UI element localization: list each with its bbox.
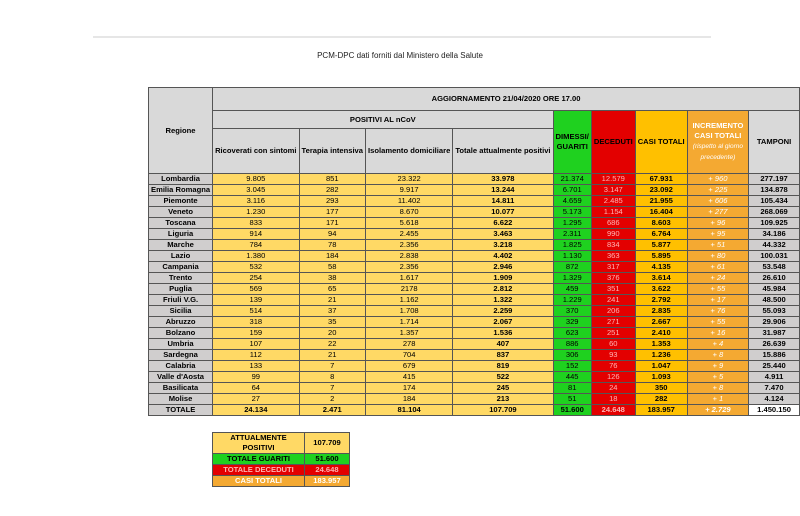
cell-casi: 2.792 [635, 295, 687, 306]
cell-ricoverati: 99 [213, 372, 299, 383]
cell-isolamento: 23.322 [366, 174, 453, 185]
cell-dimessi: 306 [553, 350, 591, 361]
cell-ricoverati: 784 [213, 240, 299, 251]
cell-deceduti: 990 [591, 229, 635, 240]
cell-deceduti: 686 [591, 218, 635, 229]
cell-incremento: + 8 [687, 383, 748, 394]
cell-casi: 183.957 [635, 405, 687, 416]
cell-deceduti: 60 [591, 339, 635, 350]
cell-dimessi: 886 [553, 339, 591, 350]
cell-regione: Abruzzo [149, 317, 213, 328]
cell-tamponi: 45.984 [749, 284, 800, 295]
cell-totale-positivi: 1.536 [453, 328, 553, 339]
cell-totale-positivi: 245 [453, 383, 553, 394]
cell-totale-positivi: 837 [453, 350, 553, 361]
summary-value: 183.957 [305, 476, 350, 487]
table-row [149, 306, 800, 317]
cell-incremento: + 4 [687, 339, 748, 350]
cell-terapia: 7 [299, 361, 365, 372]
cell-ricoverati: 532 [213, 262, 299, 273]
cell-terapia: 94 [299, 229, 365, 240]
top-divider [93, 36, 711, 38]
cell-isolamento: 5.618 [366, 218, 453, 229]
cell-tamponi: 268.069 [749, 207, 800, 218]
cell-totale-positivi: 4.402 [453, 251, 553, 262]
cell-totale-positivi: 2.259 [453, 306, 553, 317]
cell-tamponi: 44.332 [749, 240, 800, 251]
header-deceduti: DECEDUTI [591, 111, 635, 174]
cell-tamponi: 1.450.150 [749, 405, 800, 416]
table-row [149, 251, 800, 262]
summary-row [213, 433, 350, 454]
cell-isolamento: 278 [366, 339, 453, 350]
cell-ricoverati: 64 [213, 383, 299, 394]
cell-deceduti: 1.154 [591, 207, 635, 218]
cell-terapia: 78 [299, 240, 365, 251]
cell-casi: 16.404 [635, 207, 687, 218]
header-positivi-group: POSITIVI AL nCoV [213, 111, 553, 129]
header-incremento-label: INCREMENTO CASI TOTALI [692, 121, 744, 140]
table-row [149, 284, 800, 295]
cell-dimessi: 445 [553, 372, 591, 383]
cell-isolamento: 2.356 [366, 240, 453, 251]
summary-label: TOTALE GUARITI [213, 454, 305, 465]
cell-casi: 21.955 [635, 196, 687, 207]
cell-incremento: + 8 [687, 350, 748, 361]
cell-dimessi: 152 [553, 361, 591, 372]
cell-ricoverati: 914 [213, 229, 299, 240]
cell-dimessi: 1.825 [553, 240, 591, 251]
cell-terapia: 22 [299, 339, 365, 350]
cell-isolamento: 704 [366, 350, 453, 361]
cell-regione: Campania [149, 262, 213, 273]
cell-incremento: + 9 [687, 361, 748, 372]
cell-terapia: 20 [299, 328, 365, 339]
cell-regione: Puglia [149, 284, 213, 295]
cell-incremento: + 96 [687, 218, 748, 229]
cell-deceduti: 363 [591, 251, 635, 262]
cell-totale-positivi: 13.244 [453, 185, 553, 196]
cell-ricoverati: 514 [213, 306, 299, 317]
cell-tamponi: 25.440 [749, 361, 800, 372]
header-totale-positivi: Totale attualmente positivi [453, 129, 553, 174]
cell-deceduti: 24 [591, 383, 635, 394]
table-row [149, 295, 800, 306]
cell-terapia: 293 [299, 196, 365, 207]
cell-dimessi: 51 [553, 394, 591, 405]
cell-dimessi: 4.659 [553, 196, 591, 207]
cell-casi: 1.236 [635, 350, 687, 361]
cell-ricoverati: 3.045 [213, 185, 299, 196]
cell-dimessi: 51.600 [553, 405, 591, 416]
header-isolamento: Isolamento domiciliare [366, 129, 453, 174]
cell-dimessi: 623 [553, 328, 591, 339]
cell-casi: 67.931 [635, 174, 687, 185]
cell-deceduti: 351 [591, 284, 635, 295]
cell-deceduti: 2.485 [591, 196, 635, 207]
cell-terapia: 177 [299, 207, 365, 218]
summary-value: 24.648 [305, 465, 350, 476]
cell-totale-positivi: 407 [453, 339, 553, 350]
cell-casi: 2.667 [635, 317, 687, 328]
cell-isolamento: 679 [366, 361, 453, 372]
cell-isolamento: 8.670 [366, 207, 453, 218]
cell-regione: Basilicata [149, 383, 213, 394]
cell-incremento: + 5 [687, 372, 748, 383]
cell-totale-positivi: 3.218 [453, 240, 553, 251]
cell-casi: 23.092 [635, 185, 687, 196]
cell-casi: 1.353 [635, 339, 687, 350]
cell-regione: TOTALE [149, 405, 213, 416]
table-row [149, 218, 800, 229]
cell-deceduti: 93 [591, 350, 635, 361]
table-row [149, 174, 800, 185]
cell-incremento: + 2.729 [687, 405, 748, 416]
cell-casi: 282 [635, 394, 687, 405]
cell-tamponi: 105.434 [749, 196, 800, 207]
cell-regione: Lazio [149, 251, 213, 262]
cell-casi: 5.877 [635, 240, 687, 251]
cell-regione: Emilia Romagna [149, 185, 213, 196]
cell-dimessi: 21.374 [553, 174, 591, 185]
cell-isolamento: 2.455 [366, 229, 453, 240]
cell-deceduti: 206 [591, 306, 635, 317]
cell-deceduti: 317 [591, 262, 635, 273]
cell-casi: 1.047 [635, 361, 687, 372]
cell-isolamento: 2178 [366, 284, 453, 295]
table-row [149, 383, 800, 394]
table-row [149, 372, 800, 383]
cell-deceduti: 24.648 [591, 405, 635, 416]
summary-label: TOTALE DECEDUTI [213, 465, 305, 476]
cell-tamponi: 48.500 [749, 295, 800, 306]
cell-terapia: 2 [299, 394, 365, 405]
cell-totale-positivi: 1.322 [453, 295, 553, 306]
cell-isolamento: 415 [366, 372, 453, 383]
summary-value: 107.709 [305, 433, 350, 454]
cell-casi: 5.895 [635, 251, 687, 262]
summary-row [213, 465, 350, 476]
cell-dimessi: 1.130 [553, 251, 591, 262]
cell-incremento: + 61 [687, 262, 748, 273]
cell-terapia: 171 [299, 218, 365, 229]
header-tamponi: TAMPONI [749, 111, 800, 174]
cell-tamponi: 26.639 [749, 339, 800, 350]
table-row [149, 339, 800, 350]
cell-casi: 2.410 [635, 328, 687, 339]
cell-isolamento: 1.617 [366, 273, 453, 284]
cell-incremento: + 225 [687, 185, 748, 196]
cell-tamponi: 100.031 [749, 251, 800, 262]
cell-regione: Molise [149, 394, 213, 405]
table-row [149, 229, 800, 240]
header-casi: CASI TOTALI [635, 111, 687, 174]
cell-regione: Piemonte [149, 196, 213, 207]
cell-deceduti: 376 [591, 273, 635, 284]
summary-label: CASI TOTALI [213, 476, 305, 487]
cell-regione: Lombardia [149, 174, 213, 185]
cell-deceduti: 271 [591, 317, 635, 328]
cell-incremento: + 606 [687, 196, 748, 207]
summary-label: ATTUALMENTE POSITIVI [213, 433, 305, 454]
cell-incremento: + 1 [687, 394, 748, 405]
cell-totale-positivi: 6.622 [453, 218, 553, 229]
summary-table [212, 432, 350, 487]
cell-regione: Calabria [149, 361, 213, 372]
cell-totale-positivi: 14.811 [453, 196, 553, 207]
cell-deceduti: 76 [591, 361, 635, 372]
cell-isolamento: 1.162 [366, 295, 453, 306]
cell-deceduti: 18 [591, 394, 635, 405]
header-incremento-sub: (rispetto al giorno precedente) [692, 143, 744, 161]
cell-terapia: 58 [299, 262, 365, 273]
cell-totale-positivi: 3.463 [453, 229, 553, 240]
cell-incremento: + 24 [687, 273, 748, 284]
table-body [149, 174, 800, 416]
cell-ricoverati: 1.230 [213, 207, 299, 218]
cell-casi: 350 [635, 383, 687, 394]
cell-regione: Umbria [149, 339, 213, 350]
cell-isolamento: 1.714 [366, 317, 453, 328]
cell-ricoverati: 133 [213, 361, 299, 372]
cell-terapia: 8 [299, 372, 365, 383]
cell-isolamento: 2.838 [366, 251, 453, 262]
cell-casi: 3.622 [635, 284, 687, 295]
cell-tamponi: 29.906 [749, 317, 800, 328]
cell-ricoverati: 112 [213, 350, 299, 361]
cell-terapia: 21 [299, 295, 365, 306]
cell-dimessi: 81 [553, 383, 591, 394]
cell-isolamento: 81.104 [366, 405, 453, 416]
header-terapia: Terapia intensiva [299, 129, 365, 174]
table-row [149, 317, 800, 328]
cell-isolamento: 184 [366, 394, 453, 405]
cell-ricoverati: 139 [213, 295, 299, 306]
cell-ricoverati: 318 [213, 317, 299, 328]
cell-terapia: 7 [299, 383, 365, 394]
cell-totale-positivi: 2.812 [453, 284, 553, 295]
cell-isolamento: 1.708 [366, 306, 453, 317]
cell-tamponi: 4.911 [749, 372, 800, 383]
table-row [149, 185, 800, 196]
cell-incremento: + 277 [687, 207, 748, 218]
cell-terapia: 35 [299, 317, 365, 328]
header-ricoverati: Ricoverati con sintomi [213, 129, 299, 174]
cell-ricoverati: 3.116 [213, 196, 299, 207]
cell-regione: Sardegna [149, 350, 213, 361]
cell-casi: 8.603 [635, 218, 687, 229]
cell-deceduti: 126 [591, 372, 635, 383]
table-row [149, 350, 800, 361]
cell-ricoverati: 24.134 [213, 405, 299, 416]
cell-terapia: 851 [299, 174, 365, 185]
cell-deceduti: 3.147 [591, 185, 635, 196]
cell-isolamento: 1.357 [366, 328, 453, 339]
cell-ricoverati: 27 [213, 394, 299, 405]
total-row [149, 405, 800, 416]
summary-row [213, 454, 350, 465]
header-dimessi: DIMESSI/ GUARITI [553, 111, 591, 174]
cell-incremento: + 76 [687, 306, 748, 317]
cell-tamponi: 7.470 [749, 383, 800, 394]
cell-totale-positivi: 2.946 [453, 262, 553, 273]
cell-regione: Toscana [149, 218, 213, 229]
cell-ricoverati: 569 [213, 284, 299, 295]
cell-totale-positivi: 10.077 [453, 207, 553, 218]
cell-tamponi: 53.548 [749, 262, 800, 273]
cell-casi: 1.093 [635, 372, 687, 383]
table-row [149, 262, 800, 273]
cell-deceduti: 241 [591, 295, 635, 306]
table-row [149, 394, 800, 405]
cell-terapia: 2.471 [299, 405, 365, 416]
cell-terapia: 21 [299, 350, 365, 361]
table-row [149, 207, 800, 218]
cell-tamponi: 26.610 [749, 273, 800, 284]
cell-terapia: 37 [299, 306, 365, 317]
cell-casi: 3.614 [635, 273, 687, 284]
cell-dimessi: 6.701 [553, 185, 591, 196]
cell-totale-positivi: 2.067 [453, 317, 553, 328]
cell-dimessi: 459 [553, 284, 591, 295]
table-row [149, 240, 800, 251]
cell-tamponi: 109.925 [749, 218, 800, 229]
cell-deceduti: 12.579 [591, 174, 635, 185]
table-row [149, 196, 800, 207]
cell-totale-positivi: 213 [453, 394, 553, 405]
cell-dimessi: 1.329 [553, 273, 591, 284]
cell-deceduti: 251 [591, 328, 635, 339]
cell-tamponi: 4.124 [749, 394, 800, 405]
summary-value: 51.600 [305, 454, 350, 465]
source-caption: PCM-DPC dati forniti dal Ministero della Salute [317, 51, 483, 60]
cell-terapia: 65 [299, 284, 365, 295]
cell-ricoverati: 833 [213, 218, 299, 229]
cell-incremento: + 80 [687, 251, 748, 262]
cell-isolamento: 174 [366, 383, 453, 394]
cell-incremento: + 55 [687, 284, 748, 295]
cell-regione: Liguria [149, 229, 213, 240]
cell-regione: Bolzano [149, 328, 213, 339]
cell-dimessi: 370 [553, 306, 591, 317]
cell-regione: Sicilia [149, 306, 213, 317]
cell-casi: 4.135 [635, 262, 687, 273]
cell-tamponi: 31.987 [749, 328, 800, 339]
cell-tamponi: 34.186 [749, 229, 800, 240]
cell-ricoverati: 254 [213, 273, 299, 284]
cell-terapia: 184 [299, 251, 365, 262]
update-title: AGGIORNAMENTO 21/04/2020 ORE 17.00 [213, 88, 800, 111]
cell-totale-positivi: 522 [453, 372, 553, 383]
cell-regione: Trento [149, 273, 213, 284]
cell-incremento: + 17 [687, 295, 748, 306]
cell-isolamento: 11.402 [366, 196, 453, 207]
cell-ricoverati: 159 [213, 328, 299, 339]
cell-incremento: + 55 [687, 317, 748, 328]
cell-isolamento: 9.917 [366, 185, 453, 196]
cell-tamponi: 15.886 [749, 350, 800, 361]
cell-dimessi: 1.295 [553, 218, 591, 229]
cell-dimessi: 872 [553, 262, 591, 273]
cell-terapia: 38 [299, 273, 365, 284]
cell-regione: Marche [149, 240, 213, 251]
cell-deceduti: 834 [591, 240, 635, 251]
table-row [149, 361, 800, 372]
cell-tamponi: 277.197 [749, 174, 800, 185]
cell-incremento: + 16 [687, 328, 748, 339]
cell-casi: 6.764 [635, 229, 687, 240]
cell-totale-positivi: 107.709 [453, 405, 553, 416]
cell-incremento: + 960 [687, 174, 748, 185]
cell-dimessi: 5.173 [553, 207, 591, 218]
cell-dimessi: 2.311 [553, 229, 591, 240]
cell-ricoverati: 107 [213, 339, 299, 350]
covid-regional-table [148, 87, 800, 416]
cell-dimessi: 1.229 [553, 295, 591, 306]
header-incremento [687, 111, 748, 174]
cell-regione: Veneto [149, 207, 213, 218]
cell-totale-positivi: 33.978 [453, 174, 553, 185]
cell-totale-positivi: 1.909 [453, 273, 553, 284]
cell-casi: 2.835 [635, 306, 687, 317]
table-row [149, 328, 800, 339]
cell-tamponi: 55.093 [749, 306, 800, 317]
table-row [149, 273, 800, 284]
cell-incremento: + 95 [687, 229, 748, 240]
cell-terapia: 282 [299, 185, 365, 196]
cell-regione: Friuli V.G. [149, 295, 213, 306]
cell-dimessi: 329 [553, 317, 591, 328]
summary-row [213, 476, 350, 487]
header-regione: Regione [149, 88, 213, 174]
cell-ricoverati: 1.380 [213, 251, 299, 262]
cell-tamponi: 134.878 [749, 185, 800, 196]
cell-isolamento: 2.356 [366, 262, 453, 273]
cell-totale-positivi: 819 [453, 361, 553, 372]
cell-ricoverati: 9.805 [213, 174, 299, 185]
cell-incremento: + 51 [687, 240, 748, 251]
cell-regione: Valle d'Aosta [149, 372, 213, 383]
